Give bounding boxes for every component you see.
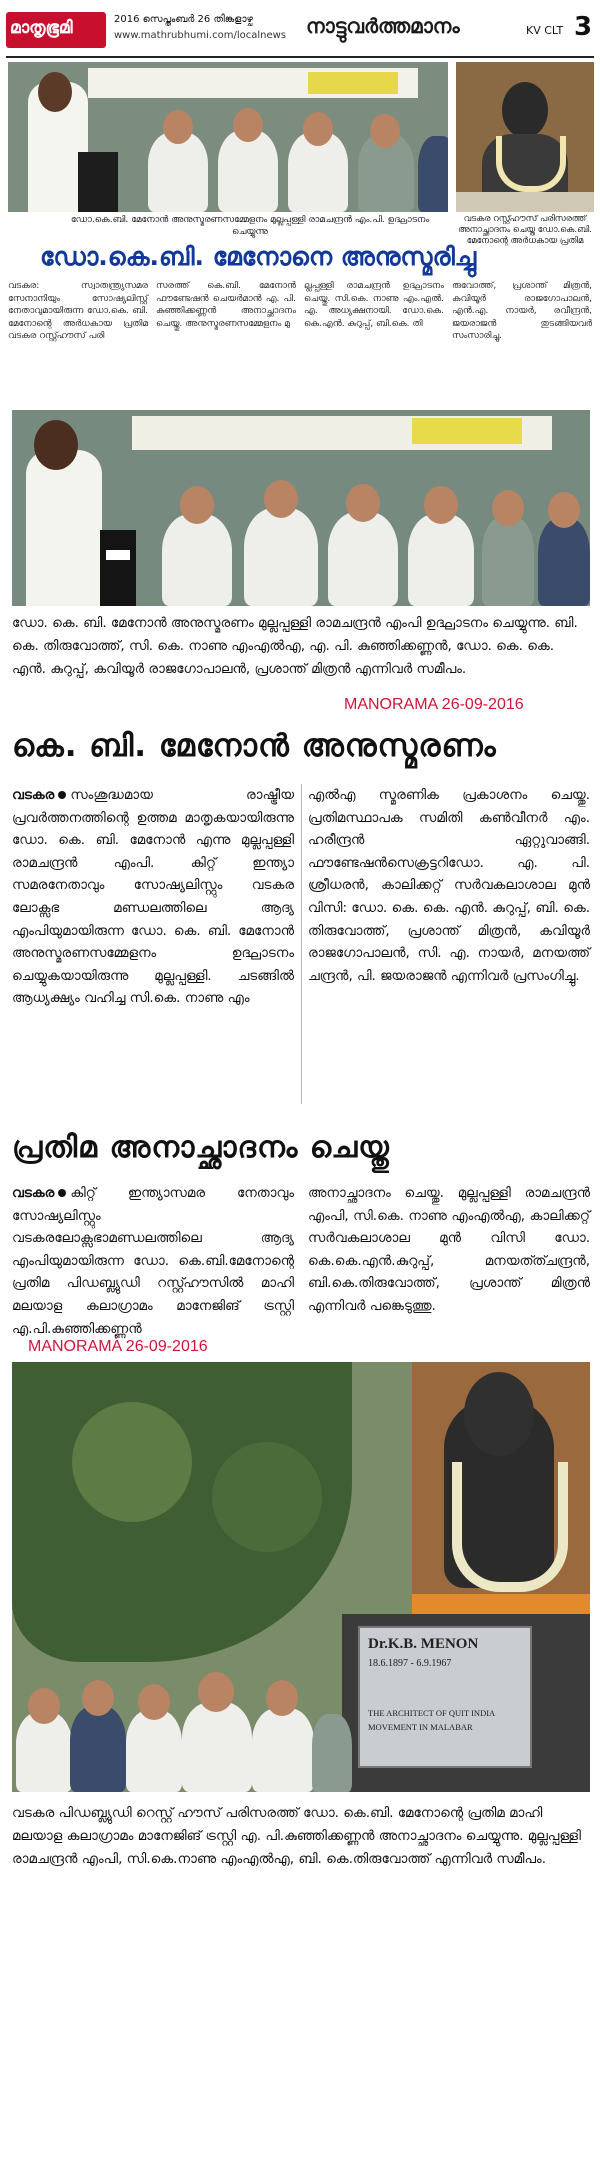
bullet-icon (58, 1189, 66, 1197)
manorama-headline-1: കെ. ബി. മേനോൻ അനുസ്മരണം (12, 728, 497, 764)
manorama-headline-2: പ്രതിമ അനാച്ഛാദനം ചെയ്തു (12, 1130, 390, 1165)
manorama-clipping-1 (0, 410, 600, 1110)
article-column-4: രുവോത്ത്, പ്രശാന്ത് മിത്രൻ, കവിയൂർ രാജഗോപാലൻ, എൻ.എ. നായർ, രവീന്ദ്രൻ, ജയരാജൻ തുടങ്ങിയവർ സംസാരിച്ചു. (452, 281, 592, 341)
event-photo (8, 62, 448, 212)
flowers (412, 1594, 590, 1614)
bullet-icon (58, 791, 66, 799)
manorama-clipping-2 (0, 1130, 600, 2165)
dateline: വടകര (12, 787, 55, 803)
speaker (26, 450, 102, 606)
podium (78, 152, 118, 212)
article-body-left: സംശുദ്ധമായ രാഷ്ട്രീയ പ്രവർത്തനത്തിന്റെ ഉത്തമ മാതൃകയായിരുന്നു ഡോ. കെ. ബി. മേനോൻ എന്നു മുല്ലപ്പള്ളി രാമചന്ദ്രൻ എംപി. കിറ്റ് ഇന്ത്യാ സമരനേതാവും സോഷ്യലിസ്റ്റും വടകര ലോക്സഭ മണ്ഡലത്തിലെ ആദ്യ എംപിയുമായിരുന്ന ഡോ. കെ. ബി. മേനോൻ അനുസ്മരണസമ്മേളനം ഉദ്ഘാടനം ചെയ്യുകയായിരുന്നു മുല്ലപ്പള്ളി. ചടങ്ങിൽ ആധ്യക്ഷ്യം വഹിച്ച സി.കെ. നാണു എം (12, 787, 294, 1007)
mathrubhumi-headline: ഡോ.കെ.ബി. മേനോനെ അനുസ്മരിച്ചു (40, 242, 477, 271)
article-column-left (12, 784, 294, 1010)
kss-label (106, 550, 130, 560)
mathrubhumi-clipping (0, 6, 600, 358)
statue-unveiling-photo (12, 1362, 590, 1792)
statue-caption: വടകര റസ്റ്റ്ഹൗസ് പരിസരത്ത് അനാച്ഛാദനം ചെയ്ത ഡോ.കെ.ബി. മേനോന്റെ അർധകായ പ്രതിമ (458, 214, 592, 246)
section-title: നാട്ടുവർത്തമാനം (306, 14, 460, 38)
plaque-line-1: THE ARCHITECT OF QUIT INDIA (368, 1708, 496, 1718)
article-column-right: അനാച്ഛാദനം ചെയ്തു. മുല്ലപ്പള്ളി രാമചന്ദ്രൻ എംപി, സി.കെ. നാണു എംഎൽഎ, കാലിക്കറ്റ് സർവകലാശാല മുൻ വിസി ഡോ. കെ.കെ.എൻ.കുറുപ്പ്, മനയത്ത്ചന്ദ്രൻ, ബി.കെ.തിരുവോത്ത്, പ്രശാന്ത് മിത്രൻ എന്നിവർ പങ്കെടുത്തു. (308, 1185, 590, 1314)
article-column-1: വടകര: സ്വാതന്ത്ര്യസമര സേനാനിയും സോഷ്യലിസ്റ്റ് നേതാവുമായിരുന്ന ഡോ.കെ. ബി. മേനോന്റെ അർധകായ പ്രതിമ വടകര റസ്റ്റ്ഹൗസ് പരി (8, 281, 148, 341)
plaque-name: Dr.K.B. MENON (368, 1636, 479, 1652)
article-body-left: കിറ്റ് ഇന്ത്യാസമര നേതാവും സോഷ്യലിസ്റ്റും വടകരലോക്സഭാമണ്ഡലത്തിലെ ആദ്യ എംപിയുമായിരുന്ന ഡോ. കെ.ബി.മേനോന്റെ പ്രതിമ പിഡബ്ല്യുഡി റസ്റ്റ്ഹൗസിൽ മാഹി മലയാള കലാഗ്രാമം മാനേജിങ് ട്രസ്റ്റി എ.പി.കുഞ്ഞിക്കണ്ണൻ (12, 1185, 294, 1337)
main-photo-caption: ഡോ.കെ.ബി. മേനോൻ അനുസ്മരണസമ്മേളനം മുല്ലപ്പള്ളി രാമചന്ദ്രൻ എം.പി. ഉദ്ഘാടനം ചെയ്യുന്നു (70, 215, 430, 237)
logo-text: മാതൃഭൂമി (10, 18, 73, 38)
dateline: വടകര (12, 1185, 55, 1201)
plaque (358, 1626, 532, 1768)
article-column-3: ല്ലപ്പള്ളി രാമചന്ദ്രൻ ഉദ്ഘാടനം ചെയ്തു. സി.കെ. നാണു എം.എൽ. എ. അധ്യക്ഷനായി. ഡോ.കെ. കെ.എൻ. കുറുപ്പ്, ബി.കെ. തി (304, 281, 444, 329)
page-number: 3 (574, 12, 593, 42)
garland (496, 136, 566, 192)
meeting-photo (12, 410, 590, 606)
edition-code: KV CLT (526, 24, 564, 37)
statue-photo (456, 62, 594, 212)
article-column-right: എൽഎ സ്മരണിക പ്രകാശനം ചെയ്തു. പ്രതിമസ്ഥാപക സമിതി കൺവീനർ എം. ഹരീന്ദ്രൻ ഏറ്റുവാങ്ങി. ഫൗണ്ടേഷൻസെക്രട്ടറിഡോ. എ. പി. ശ്രീധരൻ, കാലിക്കറ്റ് സർവകലാശാല മുൻ വിസി: ഡോ. കെ. കെ. എൻ. കുറുപ്പ്, ബി. കെ. തിരുവോത്ത്, പ്രശാന്ത് മിത്രൻ, കവിയൂർ രാജഗോപാലൻ, സി. എ. നായർ, മനയത്ത് ചന്ദ്രൻ, പി. ജയരാജൻ എന്നിവർ പ്രസംഗിച്ചു. (308, 787, 590, 984)
source-tag: MANORAMA 26-09-2016 (28, 1338, 208, 1355)
garland (452, 1462, 568, 1592)
article-column-left (12, 1182, 294, 1340)
plaque-dates: 18.6.1897 - 6.9.1967 (368, 1658, 452, 1669)
article-column-2: സരത്ത് കെ.ബി. മേനോൻ ഫൗണ്ടേഷൻ ചെയർമാൻ എ. പി. കുഞ്ഞിക്കണ്ണൻ അനാച്ഛാദനം ചെയ്തു. അനുസ്മരണസമ്മേളനം മു (156, 281, 296, 329)
meeting-photo-caption: ഡോ. കെ. ബി. മേനോൻ അനുസ്മരണം മുല്ലപ്പള്ളി രാമചന്ദ്രൻ എംപി ഉദ്ഘാടനം ചെയ്യുന്നു. ബി. കെ. തിരുവോത്ത്, സി. കെ. നാണു എംഎൽഎ, എ. പി. കുഞ്ഞിക്കണ്ണൻ, ഡോ. കെ. കെ. എൻ. കുറുപ്പ്, കവിയൂർ രാജഗോപാലൻ, പ്രശാന്ത് മിത്രൻ എന്നിവർ സമീപം. (12, 615, 578, 677)
unveiling-photo-caption: വടകര പിഡബ്ല്യുഡി റെസ്റ്റ് ഹൗസ് പരിസരത്ത് ഡോ. കെ.ബി. മേനോന്റെ പ്രതിമ മാഹി മലയാള കലാഗ്രാമം മാനേജിങ് ട്രസ്റ്റി എ. പി.കുഞ്ഞിക്കണ്ണൻ അനാച്ഛാദനം ചെയ്യുന്നു. മുല്ലപ്പള്ളി രാമചന്ദ്രൻ എംപി, സി.കെ.നാണു എംഎൽഎ, ബി. കെ.തിരുവോത്ത് എന്നിവർ സമീപം. (12, 1805, 581, 1867)
statue-head (464, 1372, 534, 1456)
plaque-line-2: MOVEMENT IN MALABAR (368, 1722, 473, 1732)
masthead (6, 10, 594, 58)
source-tag: MANORAMA 26-09-2016 (344, 696, 524, 713)
podium (100, 530, 136, 606)
site-url: www.mathrubhumi.com/localnews (114, 30, 287, 41)
date-line: 2016 സെപ്തംബർ 26 തിങ്കളാഴ്ച (114, 14, 253, 25)
